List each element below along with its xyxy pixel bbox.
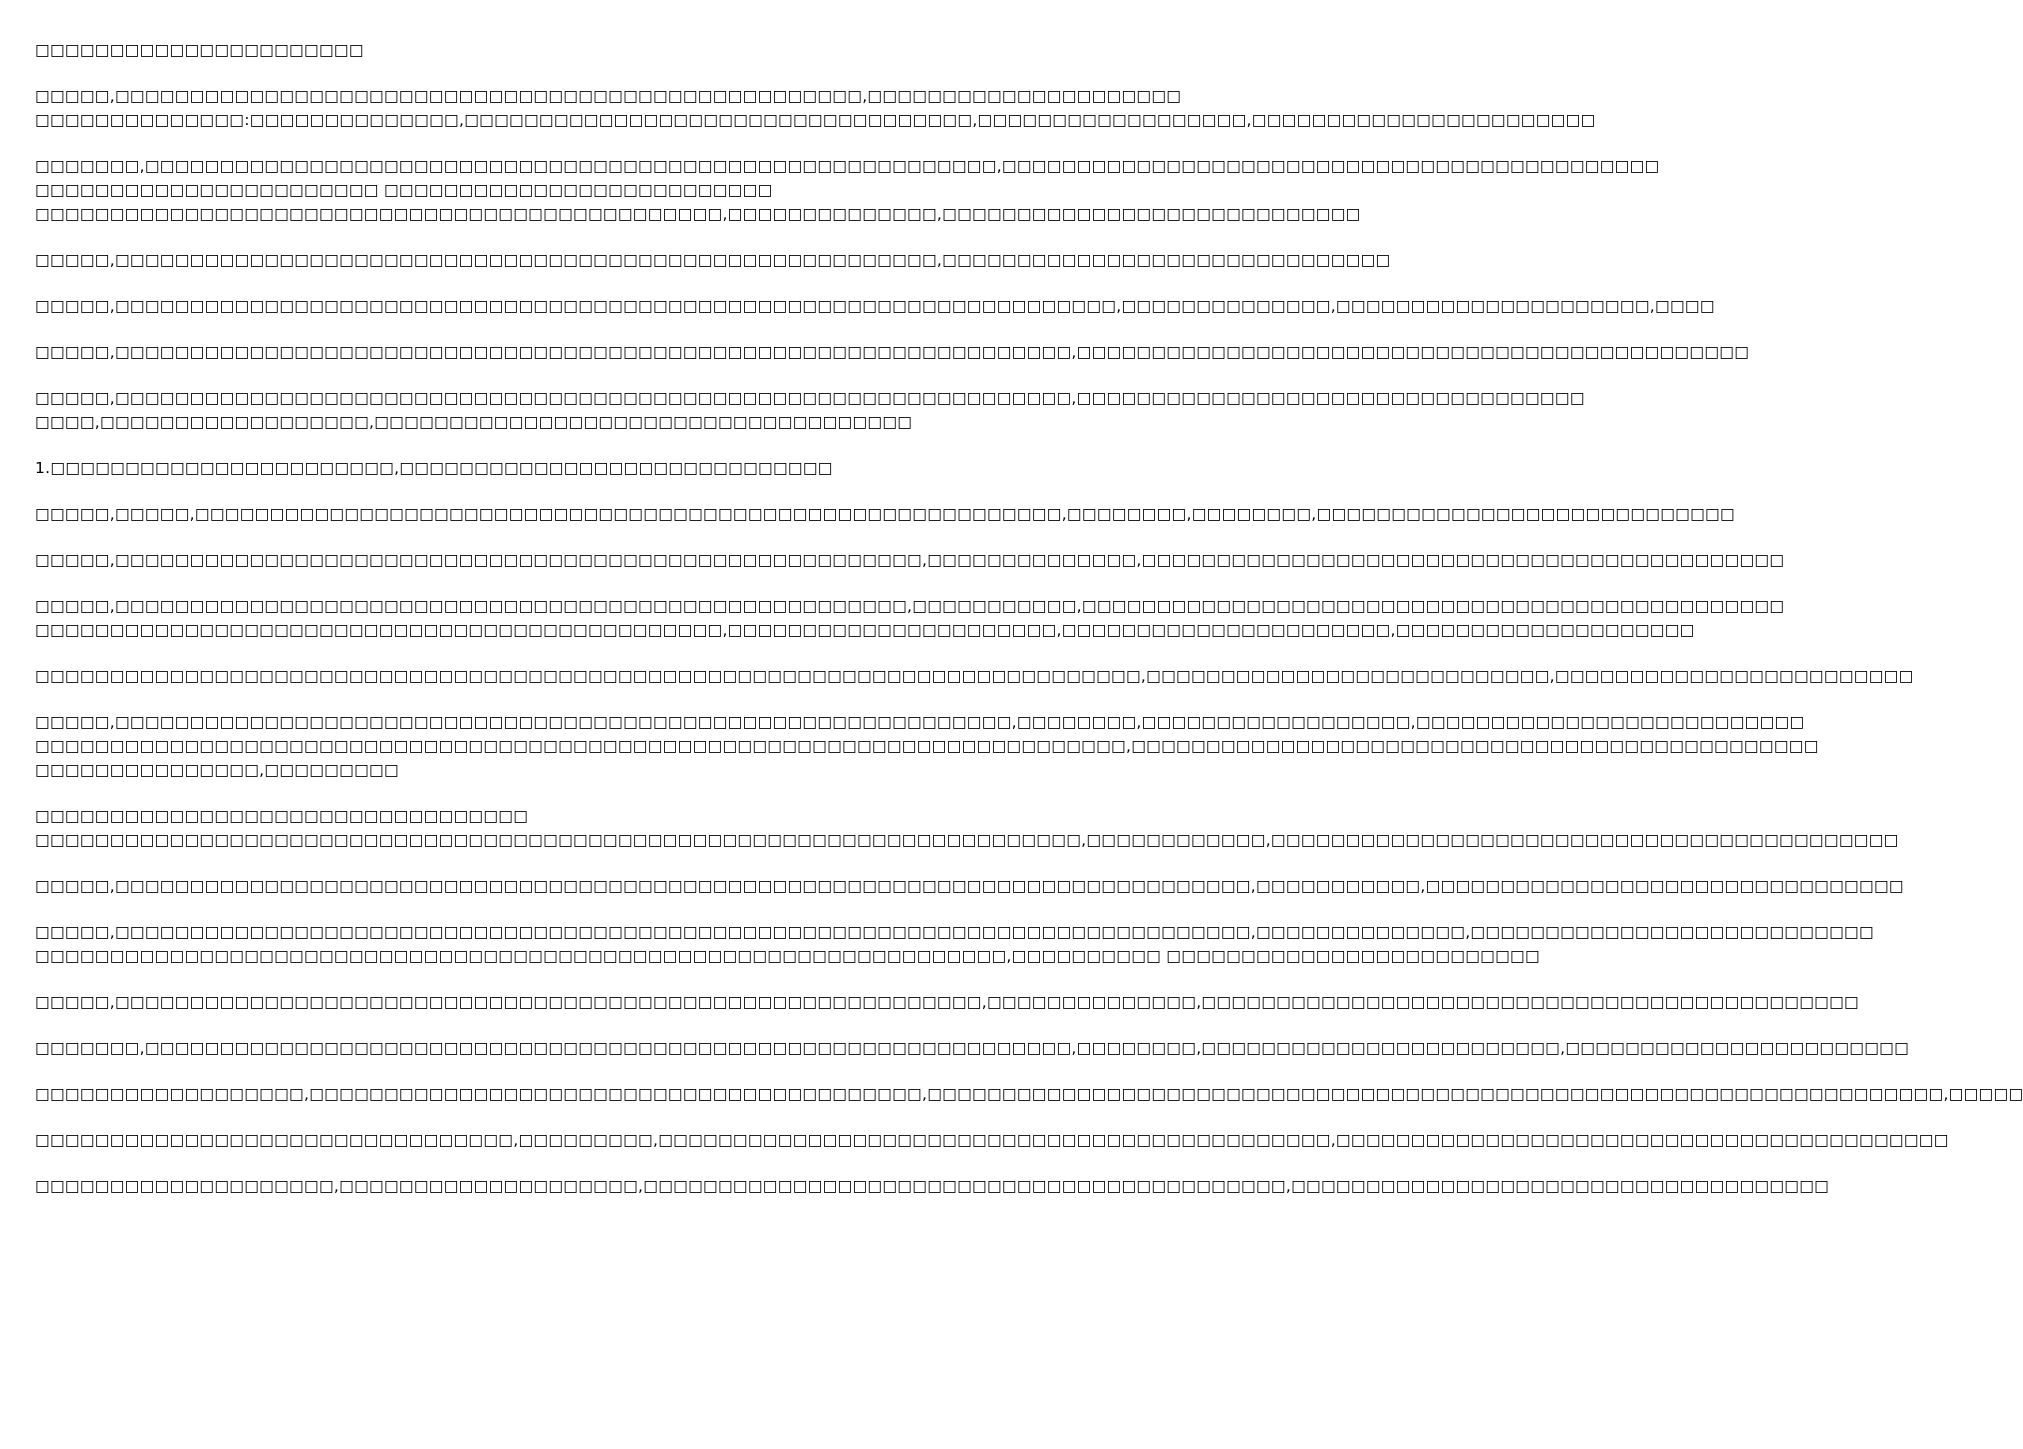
text-line: 1.□□□□□□□□□□□□□□□□□□□□□□□,□□□□□□□□□□□□□□□□□□□□□□□□□□□□□ [35,459,833,477]
text-line: □□□□□□□□□□□□□□□□□□□□□□□□□□□□□□□□□□□□□□□□□□□□□□□□□□□□□□□□□□□□□□□□□□□□□□,□□□□□□□□□□□□,□□□□□□□□□□□□□□□□□□□□□□□□□□□□□□□□□□□□□□□□□□ [35,831,1899,849]
text-line: □□□□□□□□□□□□□□:□□□□□□□□□□□□□□,□□□□□□□□□□□□□□□□□□□□□□□□□□□□□□□□□□,□□□□□□□□□□□□□□□□□□,□□□□□□□□□□□□□□□□□□□□□□□ [35,111,1596,129]
text-line: □□□□□□□□□□□□□□□□□□□□□□□□□□□□□□□□□□□□□□□□□□□□□□,□□□□□□□□□□□□□□,□□□□□□□□□□□□□□□□□□□□□□□□□□□□ [35,205,1361,223]
text-line: □□□□□□□,□□□□□□□□□□□□□□□□□□□□□□□□□□□□□□□□□□□□□□□□□□□□□□□□□□□□□□□□□,□□□□□□□□□□□□□□□□□□□□□□□□□□□□□□□□□□□□□□□□□□□□ [35,157,1660,175]
paragraph [35,386,1585,434]
paragraph [35,294,1715,318]
paragraph [35,548,1785,572]
paragraph [35,1174,1830,1198]
paragraph [35,456,990,480]
text-line: □□□□□□□□□□□□□□□□□□□□,□□□□□□□□□□□□□□□□□□□□,□□□□□□□□□□□□□□□□□□□□□□□□□□□□□□□□□□□□□□□□□□□,□□□□□□□□□□□□□□□□□□□□□□□□□□□□□□□□□□□□ [35,1177,1830,1195]
text-line: □□□□□□□□□□□□□□□□□□□□□□□□□□□□□□□□□□□□□□□□□□□□□□□□□□□□□□□□□□□□□□□□□□□□□□□□□□,□□□□□□□□□□□□□□□□□□□□□□□□□□□,□□□□□□□□□□□□□□□□□□□□□□□□ [35,667,1914,685]
paragraph [35,1082,2023,1106]
paragraph [35,710,1819,782]
text-line: □□□□□,□□□□□,□□□□□□□□□□□□□□□□□□□□□□□□□□□□□□□□□□□□□□□□□□□□□□□□□□□□□□□□□□,□□□□□□□□,□□□□□□□□,□□□□□□□□□□□□□□□□□□□□□□□□□□□□ [35,505,1735,523]
text-line: □□□□□□□□□□□□□□□□□□□□□□□□□□□□□□□□□□□□□□□□□□□□□□,□□□□□□□□□□□□□□□□□□□□□□,□□□□□□□□□□□□□□□□□□□□□□,□□□□□□□□□□□□□□□□□□□□ [35,621,1695,639]
document-body [35,38,2023,1220]
text-line: □□□□,□□□□□□□□□□□□□□□□□□,□□□□□□□□□□□□□□□□□□□□□□□□□□□□□□□□□□□□ [35,413,913,431]
text-line: □□□□□,□□□□□□□□□□□□□□□□□□□□□□□□□□□□□□□□□□□□□□□□□□□□□□□□□□□□□□□□□□,□□□□□□□□□□□□□□,□□□□□□□□□□□□□□□□□□□□□□□□□□□□□□□□□□□□□□□□□□□□ [35,993,1859,1011]
paragraph [35,990,1859,1014]
text-line: □□□□□□□□□□□□□□□□□□□□□□□□□□□□□□□□□□□□□□□□□□□□□□□□□□□□□□□□□□□□□□□□□□□□□□□□□,□□□□□□□□□□□□□□□□□□□□□□□□□□□□□□□□□□□□□□□□□□□□□□ [35,737,1819,755]
paragraph [35,804,1899,852]
text-line: □□□□□□□□□□□□□□□□□□□□□□□□□□□□□□□□□ [35,807,529,825]
text-line: □□□□□□□□□□□□□□□□□□□□□□□□□□□□□□□□,□□□□□□□□□,□□□□□□□□□□□□□□□□□□□□□□□□□□□□□□□□□□□□□□□□□□□□□,□□□□□□□□□□□□□□□□□□□□□□□□□□□□□□□□□□□□□□□□□ [35,1131,1949,1149]
paragraph [35,154,1660,226]
paragraph [35,594,1785,642]
paragraph [35,1128,1949,1152]
paragraph [35,38,990,62]
text-line: □□□□□□□□□□□□□□□□□□□□□□□□□□□□□□□□□□□□□□□□□□□□□□□□□□□□□□□□□□□□□□□□□,□□□□□□□□□□ □□□□□□□□□□□□□□□□□□□□□□□□□ [35,947,1540,965]
paragraph [35,874,1904,898]
paragraph [35,1036,1910,1060]
text-line: □□□□□,□□□□□□□□□□□□□□□□□□□□□□□□□□□□□□□□□□□□□□□□□□□□□□□□□□□□□□□□□□□□□□□□□□□□□□□□□□□□,□□□□□□□□□□□□□□,□□□□□□□□□□□□□□□□□□□□□□□□□□□ [35,923,1874,941]
paragraph [35,920,1874,968]
text-line: □□□□□,□□□□□□□□□□□□□□□□□□□□□□□□□□□□□□□□□□□□□□□□□□□□□□□□□□□□□□□□□□□□□□□□,□□□□□□□□□□□□□□□□□□□□□□□□□□□□□□□□□□□□□□□□□□□□□ [35,343,1750,361]
paragraph [35,502,1735,526]
text-line: □□□□□,□□□□□□□□□□□□□□□□□□□□□□□□□□□□□□□□□□□□□□□□□□□□□□□□□□□□□□,□□□□□□□□□□□□□□,□□□□□□□□□□□□□□□□□□□□□□□□□□□□□□□□□□□□□□□□□□□ [35,551,1785,569]
text-line: □□□□□,□□□□□□□□□□□□□□□□□□□□□□□□□□□□□□□□□□□□□□□□□□□□□□□□□□,□□□□□□□□□□□□□□□□□□□□□ [35,87,1182,105]
paragraph [35,248,1391,272]
paragraph [35,84,1596,132]
text-line: □□□□□□□,□□□□□□□□□□□□□□□□□□□□□□□□□□□□□□□□□□□□□□□□□□□□□□□□□□□□□□□□□□□□□□,□□□□□□□□,□□□□□□□□□□□□□□□□□□□□□□□□,□□□□□□□□□□□□□□□□□□□□□□□ [35,1039,1910,1057]
text-line: □□□□□,□□□□□□□□□□□□□□□□□□□□□□□□□□□□□□□□□□□□□□□□□□□□□□□□□□□□□□□□□□□□□□□□,□□□□□□□□□□□□□□□□□□□□□□□□□□□□□□□□□□ [35,389,1585,407]
paragraph [35,340,1750,364]
text-line: □□□□□,□□□□□□□□□□□□□□□□□□□□□□□□□□□□□□□□□□□□□□□□□□□□□□□□□□□□□□□□□□□□,□□□□□□□□,□□□□□□□□□□□□□□□□□□,□□□□□□□□□□□□□□□□□□□□□□□□□□ [35,713,1805,731]
text-line: □□□□□□□□□□□□□□□□□□□□□□□ □□□□□□□□□□□□□□□□□□□□□□□□□□ [35,181,773,199]
text-line: □□□□□,□□□□□□□□□□□□□□□□□□□□□□□□□□□□□□□□□□□□□□□□□□□□□□□□□□□□□□□□□□□□□□□□□□□,□□□□□□□□□□□□□□,□□□□□□□□□□□□□□□□□□□□□,□□□□ [35,297,1715,315]
text-line: □□□□□,□□□□□□□□□□□□□□□□□□□□□□□□□□□□□□□□□□□□□□□□□□□□□□□□□□□□□□□,□□□□□□□□□□□□□□□□□□□□□□□□□□□□□□ [35,251,1391,269]
paragraph [35,664,1914,688]
text-line: □□□□□□□□□□□□□□□□□□,□□□□□□□□□□□□□□□□□□□□□□□□□□□□□□□□□□□□□□□□□,□□□□□□□□□□□□□□□□□□□□□□□□□□□□□□□□□□□□□□□□□□□□□□□□□□□□□□□□□□□□□□□□□□□□,□□□□□ [35,1085,2023,1103]
text-line: □□□□□,□□□□□□□□□□□□□□□□□□□□□□□□□□□□□□□□□□□□□□□□□□□□□□□□□□□□□,□□□□□□□□□□□,□□□□□□□□□□□□□□□□□□□□□□□□□□□□□□□□□□□□□□□□□□□□□□□ [35,597,1785,615]
text-line: □□□□□□□□□□□□□□□,□□□□□□□□□ [35,761,399,779]
text-line: □□□□□,□□□□□□□□□□□□□□□□□□□□□□□□□□□□□□□□□□□□□□□□□□□□□□□□□□□□□□□□□□□□□□□□□□□□□□□□□□□□,□□□□□□□□□□□,□□□□□□□□□□□□□□□□□□□□□□□□□□□□□□□□ [35,877,1904,895]
text-line: □□□□□□□□□□□□□□□□□□□□□□ [35,41,364,59]
